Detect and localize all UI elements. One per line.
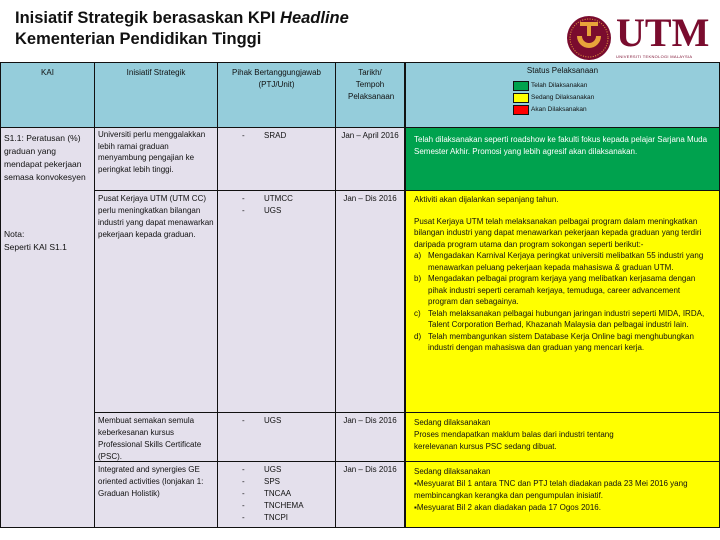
- inisiatif-cell: Universiti perlu menggalakkan lebih ramai graduan menyambung pengajian ke peringkat lebih tinggi.: [94, 127, 218, 191]
- header-pihak: Pihak Bertanggungjawab (PTJ/Unit): [217, 62, 336, 128]
- header-inisiatif: Inisiatif Strategik: [94, 62, 218, 128]
- logo-text: [616, 10, 710, 60]
- logo-wordmark: UTM: [616, 10, 710, 55]
- list-item: c) Telah melaksanakan pelbagai hubungan jaringan industri seperti MIDA, IRDA, Talent Corporation Berhad, Khazanah Malaysia dan pelbagai industri lain.: [414, 308, 705, 329]
- pihak-cell: - UTMCC - UGS: [217, 190, 336, 413]
- yellow-swatch-icon: [513, 93, 529, 103]
- pihak-cell: - UGS: [217, 412, 336, 462]
- status-cell: Sedang dilaksanakan ▪Mesyuarat Bil 1 antara TNC dan PTJ telah diadakan pada 23 Mei 2016 yang membincangkan kerangka dan pengumpulan inisiatif. ▪Mesyuarat Bil 2 akan diadakan pada 17 Ogos 2016.: [405, 461, 720, 528]
- inisiatif-cell: Integrated and synergies GE oriented activities (lonjakan 1: Graduan Holistik): [94, 461, 218, 528]
- legend-item: Sedang Dilaksanakan: [513, 92, 594, 104]
- legend-item: Akan Dilaksanakan: [513, 104, 587, 116]
- status-cell: Sedang dilaksanakan Proses mendapatkan maklum balas dari industri tentang kerelevanan kursus PSC sedang dibuat.: [405, 412, 720, 462]
- red-swatch-icon: [513, 105, 529, 115]
- legend-item: Telah Dilaksanakan: [513, 80, 587, 92]
- pihak-cell: - SRAD: [217, 127, 336, 191]
- kai-cell: S1.1: Peratusan (%) graduan yang mendapat pekerjaan semasa konvokesyen Nota: Seperti KAI S1.1: [0, 127, 95, 528]
- utm-logo: [566, 10, 716, 62]
- inisiatif-cell: Pusat Kerjaya UTM (UTM CC) perlu meningkatkan bilangan industri yang dapat menawarkan pekerjaan kepada graduan.: [94, 190, 218, 413]
- header-tarikh: Tarikh/ Tempoh Pelaksanaan: [335, 62, 405, 128]
- tarikh-cell: Jan – Dis 2016: [335, 412, 405, 462]
- pihak-cell: - UGS - SPS - TNCAA - TNCHEMA - TNCPI: [217, 461, 336, 528]
- green-swatch-icon: [513, 81, 529, 91]
- status-cell: Aktiviti akan dijalankan sepanjang tahun. Pusat Kerjaya UTM telah melaksanakan pelbagai program dalam meningkatkan bilangan industri yang dapat menawarkan pekerjaan kepada graduan yang terdiri daripada program utama dan program sokongan seperti berikut:- a) Mengadakan Karnival Kerjaya peringkat universiti melibatkan 55 industri yang menawarkan peluang pekerjaan kepada mahasiswa & graduan UTM. b) Mengadakan pelbagai program kerjaya yang melibatkan kerjasama dengan pihak industri seperti ceramah kerjaya, temuduga, career advancement program dan sebagainya. c) Telah melaksanakan pelbagai hubungan jaringan industri seperti MIDA, IRDA, Talent Corporation Berhad, Khazanah Malaysia dan pelbagai industri lain. d) Telah membangunkan sistem Database Kerja Online bagi menghubungkan industri dengan mahasiswa dan graduan yang mencari kerja.: [405, 190, 720, 413]
- tarikh-cell: Jan – Dis 2016: [335, 461, 405, 528]
- list-item: a) Mengadakan Karnival Kerjaya peringkat universiti melibatkan 55 industri yang menawarkan peluang pekerjaan kepada mahasiswa & graduan UTM.: [414, 251, 704, 272]
- page-title: Inisiatif Strategik berasaskan KPI Headline Kementerian Pendidikan Tinggi: [15, 9, 349, 48]
- list-item: d) Telah membangunkan sistem Database Kerja Online bagi menghubungkan industri dengan mahasiswa dan graduan yang mencari kerja.: [414, 331, 694, 352]
- list-item: b) Mengadakan pelbagai program kerjaya yang melibatkan kerjasama dengan pihak industri seperti ceramah kerjaya, temuduga, career advancement program dan sebagainya.: [414, 274, 696, 306]
- utm-crest-icon: [566, 14, 612, 62]
- status-cell: Telah dilaksanakan seperti roadshow ke fakulti fokus kepada pelajar Sarjana Muda Semester Akhir. Promosi yang lebih agresif akan dilaksanakan.: [405, 127, 720, 191]
- tarikh-cell: Jan – Dis 2016: [335, 190, 405, 413]
- logo-subtitle: UNIVERSITI TEKNOLOGI MALAYSIA: [616, 54, 693, 59]
- inisiatif-cell: Membuat semakan semula keberkesanan kursus Professional Skills Certificate (PSC).: [94, 412, 218, 462]
- status-legend: [513, 80, 719, 116]
- header-status: Status Pelaksanaan Telah Dilaksanakan Sedang Dilaksanakan Akan Dilaksanakan: [405, 62, 720, 128]
- tarikh-cell: Jan – April 2016: [335, 127, 405, 191]
- header-kai: KAI: [0, 62, 95, 128]
